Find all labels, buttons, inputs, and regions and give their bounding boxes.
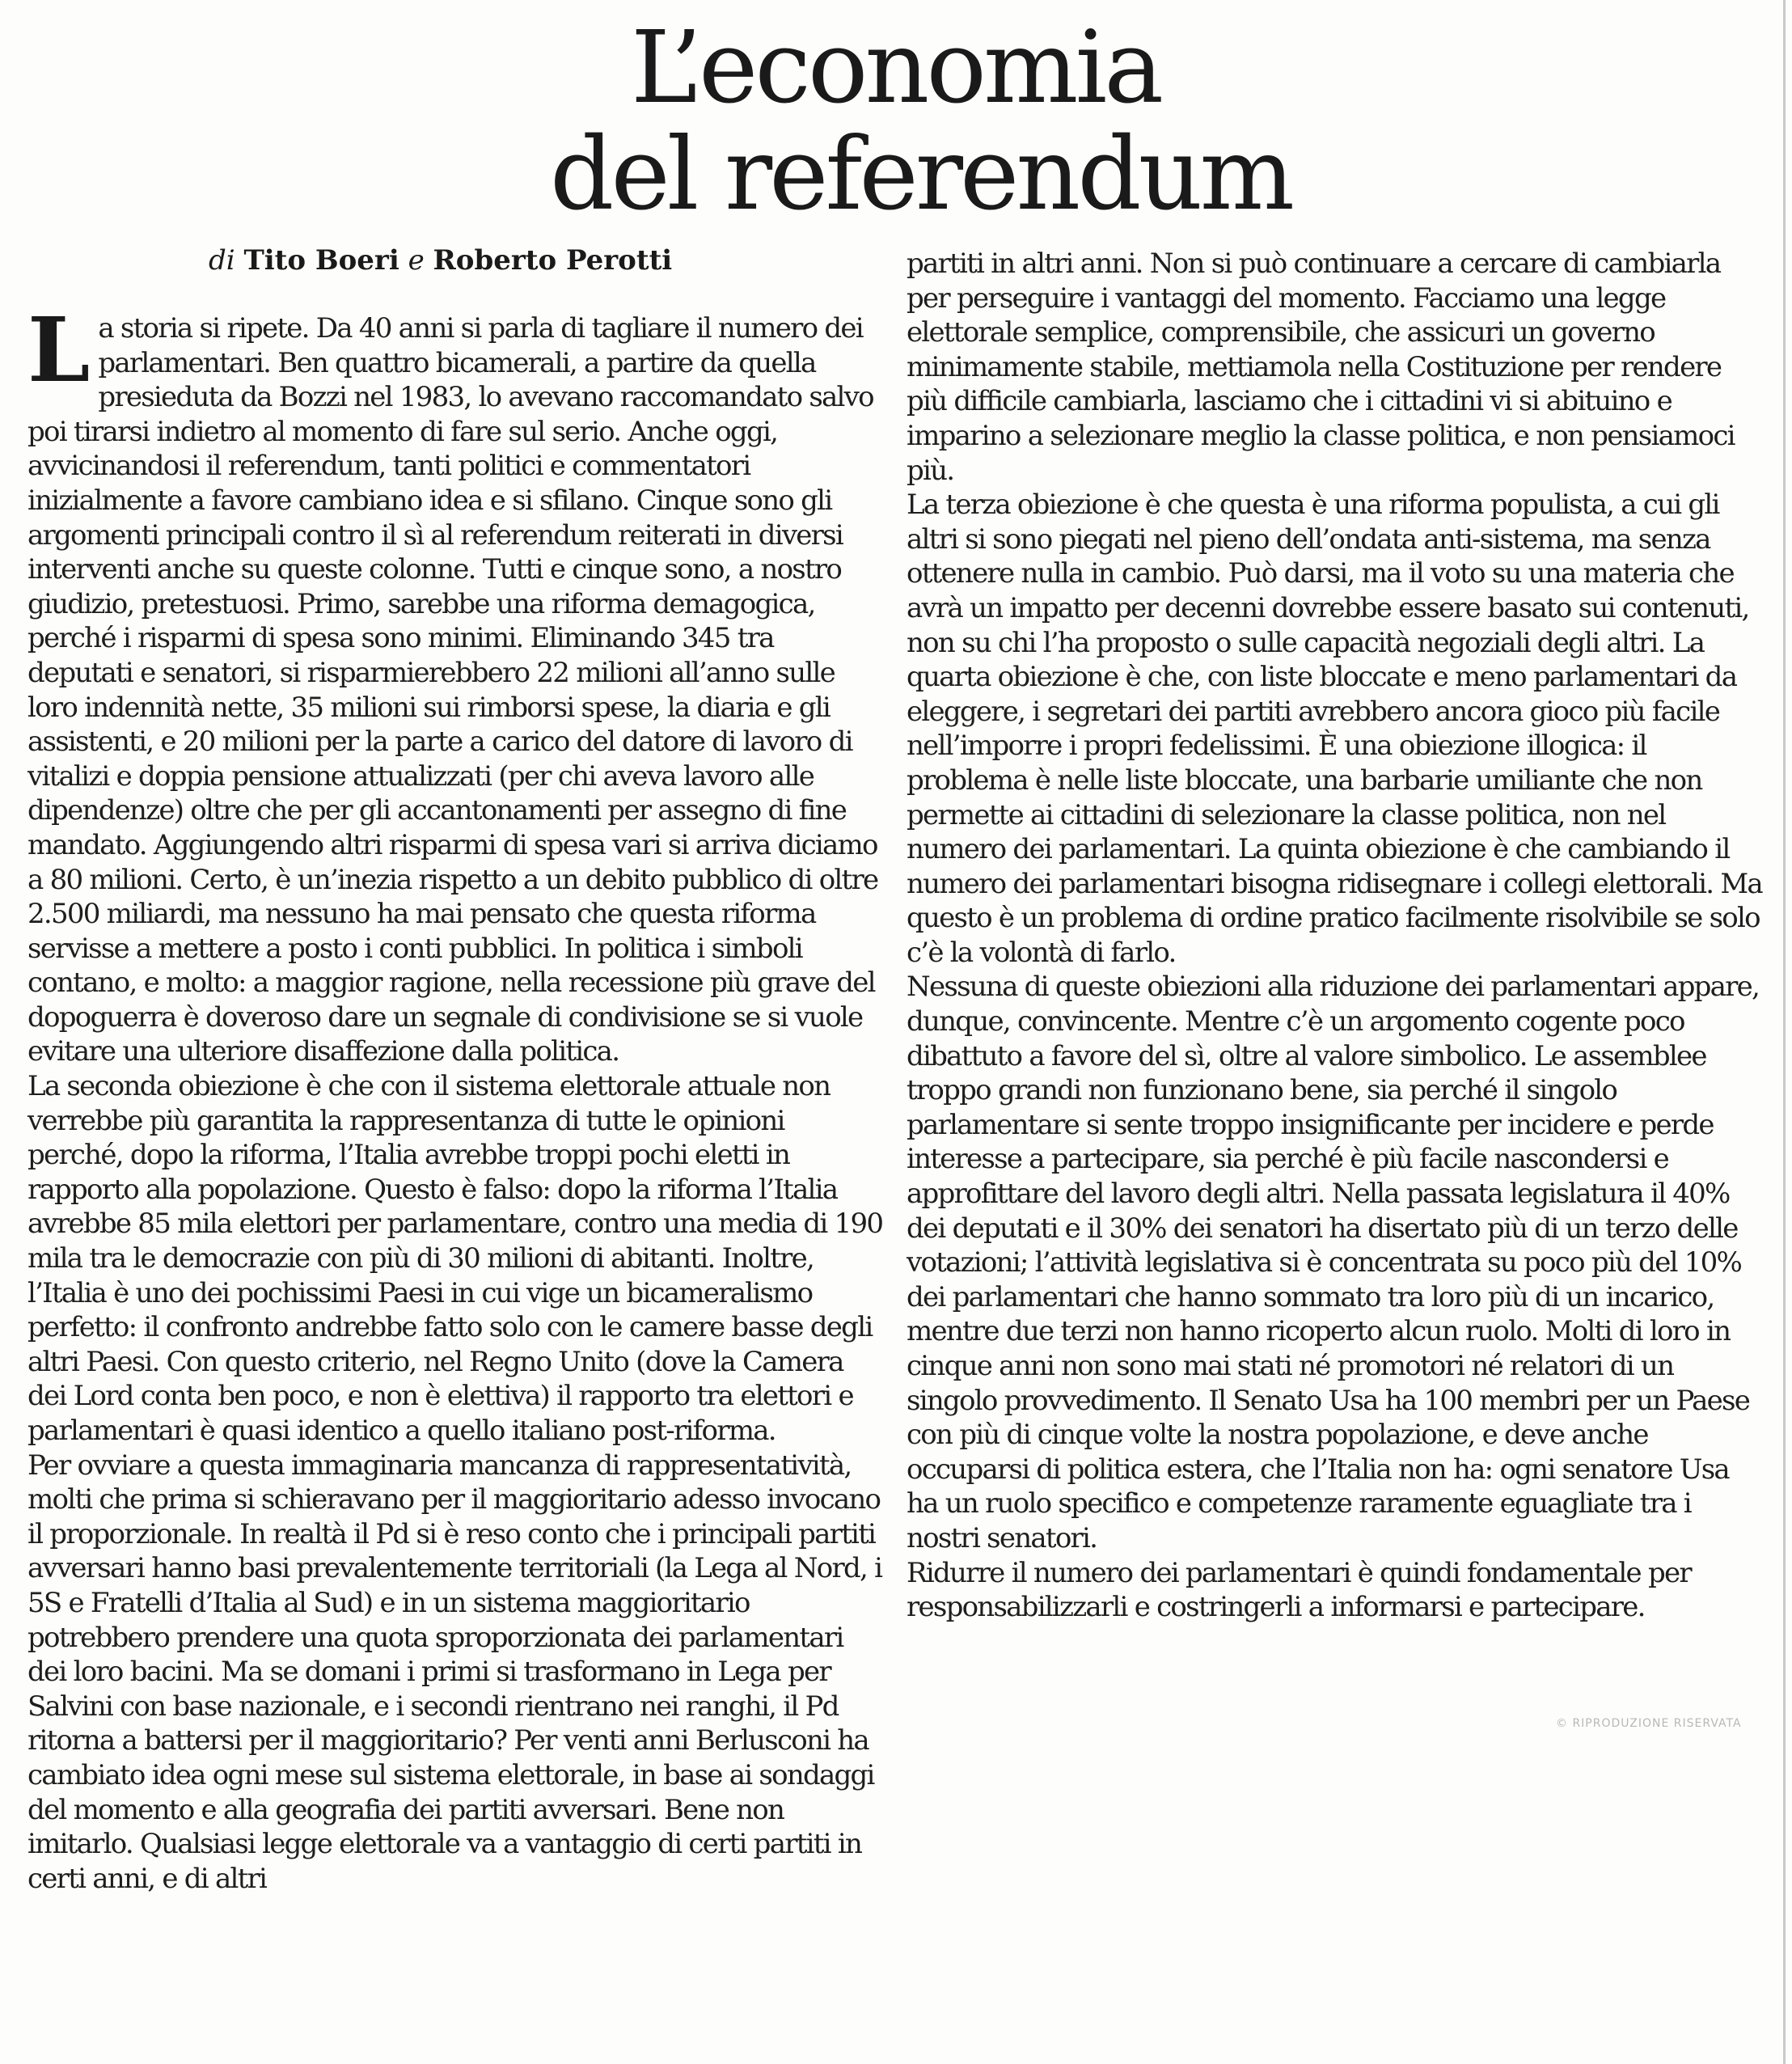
article-column-left [27, 298, 883, 1896]
article-column-right [907, 247, 1765, 1625]
headline-line-2: del referendum [550, 116, 1292, 233]
drop-cap: L [27, 298, 91, 402]
paragraph: Per ovviare a questa immaginaria mancanza di rappresentatività, molti che prima si schieravano per il maggioritario adesso invocano il proporzionale. In realtà il Pd si è reso conto che i principali partiti avversari hanno basi prevalentemente territoriali (la Lega al Nord, i 5S e Fratelli d’Italia al Sud) e in un sistema maggioritario potrebbero prendere una quota sproporzionata dei parlamentari dei loro bacini. Ma se domani i primi si trasformano in Lega per Salvini con base nazionale, e i secondi rientrano nei ranghi, il Pd ritorna a battersi per il maggioritario? Per venti anni Berlusconi ha cambiato idea ogni mese sul sistema elettorale, in base ai sondaggi del momento e alla geografia dei partiti avversari. Bene non imitarlo. Qualsiasi legge elettorale va a vantaggio di certi partiti in certi anni, e di altri [27, 1449, 882, 1895]
article-headline [453, 10, 1294, 233]
byline-conjunction: e [408, 244, 425, 277]
paragraph: partiti in altri anni. Non si può continuare a cercare di cambiarla per perseguire i vantaggi del momento. Facciamo una legge elettorale semplice, comprensibile, che assicuri un governo minimamente stabile, mettiamola nella Costituzione per rendere più difficile cambiarla, lasciamo che i cittadini vi si abituino e imparino a selezionare meglio la classe politica, e non pensiamoci più. [907, 247, 1735, 487]
paragraph: Nessuna di queste obiezioni alla riduzione dei parlamentari appare, dunque, convincente. Mentre c’è un argomento cogente poco dibattuto a favore del sì, oltre al valore simbolico. Le assemblee troppo grandi non funzionano bene, sia perché il singolo parlamentare si sente troppo insignificante per incidere e perde interesse a partecipare, sia perché è più facile nascondersi e approfittare del lavoro degli altri. Nella passata legislatura il 40% dei deputati e il 30% dei senatori ha disertato più di un terzo delle votazioni; l’attività legislativa si è concentrata su poco più del 10% dei parlamentari che hanno sommato tra loro più di un incarico, mentre due terzi non hanno ricoperto alcun ruolo. Molti di loro in cinque anni non sono mai stati né promotori né relatori di un singolo provvedimento. Il Senato Usa ha 100 membri per un Paese con più di cinque volte la nostra popolazione, e deve anche occuparsi di politica estera, che l’Italia non ha: ogni senatore Usa ha un ruolo specifico e competenze raramente eguagliate tra i nostri senatori. [907, 971, 1760, 1554]
byline-author-2: Roberto Perotti [433, 244, 673, 277]
byline-author-1: Tito Boeri [243, 244, 399, 277]
paragraph: La seconda obiezione è che con il sistema elettorale attuale non verrebbe più garantita la rappresentanza di tutte le opinioni perché, dopo la riforma, l’Italia avrebbe troppi pochi eletti in rapporto alla popolazione. Questo è falso: dopo la riforma l’Italia avrebbe 85 mila elettori per parlamentare, contro una media di 190 mila tra le democrazie con più di 30 milioni di abitanti. Inoltre, l’Italia è uno dei pochissimi Paesi in cui vige un bicameralismo perfetto: il confronto andrebbe fatto solo con le camere basse degli altri Paesi. Con questo criterio, nel Regno Unito (dove la Camera dei Lord conta ben poco, e non è elettiva) il rapporto tra elettori e parlamentari è quasi identico a quello italiano post-riforma. [27, 1070, 883, 1447]
paragraph: Ridurre il numero dei parlamentari è quindi fondamentale per responsabilizzarli e costringerli a informarsi e partecipare. [907, 1556, 1691, 1624]
copyright-notice: © RIPRODUZIONE RISERVATA [1556, 1717, 1742, 1730]
page-edge-rule [1783, 0, 1786, 2064]
headline-line-1: L’economia [631, 10, 1161, 126]
article-byline [209, 243, 672, 278]
paragraph: a storia si ripete. Da 40 anni si parla di tagliare il numero dei parlamentari. Ben quattro bicamerali, a partire da quella presieduta da Bozzi nel 1983, lo avevano raccomandato salvo poi tirarsi indietro al momento di fare sul serio. Anche oggi, avvicinandosi il referendum, tanti politici e commentatori inizialmente a favore cambiano idea e si sfilano. Cinque sono gli argomenti principali contro il sì al referendum reiterati in diversi interventi anche su queste colonne. Tutti e cinque sono, a nostro giudizio, pretestuosi. Primo, sarebbe una riforma demagogica, perché i risparmi di spesa sono minimi. Eliminando 345 tra deputati e senatori, si risparmierebbero 22 milioni all’anno sulle loro indennità nette, 35 milioni sui rimborsi spese, la diaria e gli assistenti, e 20 milioni per la parte a carico del datore di lavoro di vitalizi e doppia pensione attualizzati (per chi aveva lavoro alle dipendenze) oltre che per gli accantonamenti per assegno di fine mandato. Aggiungendo altri risparmi di spesa vari si arriva diciamo a 80 milioni. Certo, è un’inezia rispetto a un debito pubblico di oltre 2.500 miliardi, ma nessuno ha mai pensato che questa riforma servisse a mettere a posto i conti pubblici. In politica i simboli contano, e molto: a maggior ragione, nella recessione più grave del dopoguerra è doveroso dare un segnale di condivisione se si vuole evitare una ulteriore disaffezione dalla politica. [27, 312, 878, 1068]
byline-prefix: di [209, 244, 235, 277]
paragraph: La terza obiezione è che questa è una riforma populista, a cui gli altri si sono piegati nel pieno dell’ondata anti-sistema, ma senza ottenere nulla in cambio. Può darsi, ma il voto su una materia che avrà un impatto per decenni dovrebbe essere basato sui contenuti, non su chi l’ha proposto o sulle capacità negoziali degli altri. La quarta obiezione è che, con liste bloccate e meno parlamentari da eleggere, i segretari dei partiti avrebbero ancora gioco più facile nell’imporre i propri fedelissimi. È una obiezione illogica: il problema è nelle liste bloccate, una barbarie umiliante che non permette ai cittadini di selezionare la classe politica, non nel numero dei parlamentari. La quinta obiezione è che cambiando il numero dei parlamentari bisogna ridisegnare i collegi elettorali. Ma questo è un problema di ordine pratico facilmente risolvibile se solo c’è la volontà di farlo. [907, 489, 1762, 969]
